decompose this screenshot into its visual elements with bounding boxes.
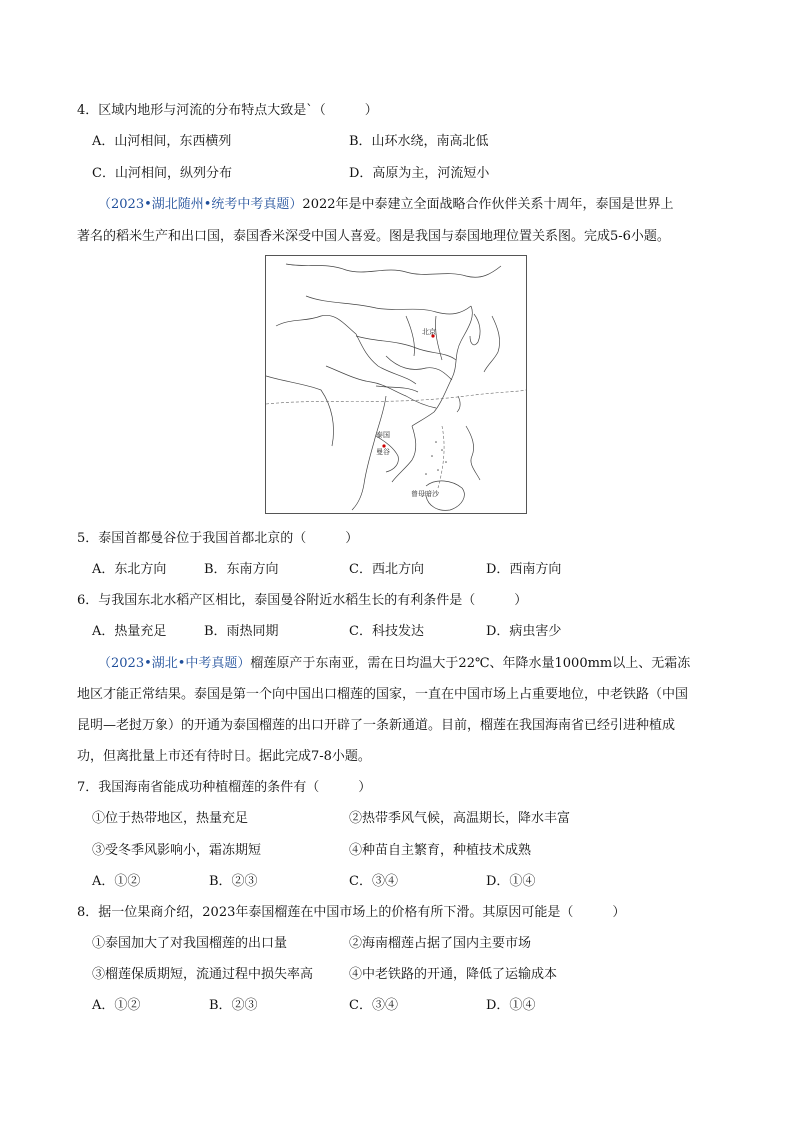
map-border-mongolia [306,296,471,314]
map-province-line-5 [376,386,418,392]
q5-option-a: A．东北方向 [92,562,167,577]
map-island-dot-6 [425,473,427,475]
q4-option-d: D．高原为主，河流短小 [349,166,490,181]
q6-option-b: B．雨热同期 [204,624,279,639]
q8-option-b: B．②③ [209,998,258,1013]
q8-statement-1: ①泰国加大了对我国榴莲的出口量 [92,936,288,951]
q8-option-a: A．①② [92,998,141,1013]
q5-option-d: D．西南方向 [486,562,562,577]
map-label-thailand: 泰国 [376,431,390,439]
q5-stem: 5．泰国首都曼谷位于我国首都北京的（ ） [77,531,359,546]
q4-option-c: C．山河相间，纵列分布 [92,166,232,181]
map-taiwan [457,396,460,412]
map-border-north [286,264,501,277]
map-island-dot-2 [441,449,443,451]
q7-stem: 7．我国海南省能成功种植榴莲的条件有（ ） [77,780,372,795]
q7-statement-4: ④种苗自主繁育，种植技术成熟 [349,843,532,858]
map-island-dot-3 [431,455,433,457]
map-province-line-3 [406,316,415,356]
map-indochina-east [392,426,416,482]
q8-statement-3: ③榴莲保质期短，流通过程中损失率高 [92,967,314,982]
q7-statement-3: ③受冬季风影响小，霜冻期短 [92,843,262,858]
map-label-bangkok: 曼谷 [376,448,390,456]
q4-option-a: A．山河相间，东西横列 [92,134,232,149]
map-label-shoal: 曾母暗沙 [411,490,439,498]
map-border-west [276,315,416,384]
q5-option-c: C．西北方向 [349,562,424,577]
intro1-source: （2023•湖北随州•统考中考真题） [98,197,303,212]
q5-option-b: B．东南方向 [204,562,279,577]
q8-option-c: C．③④ [349,998,398,1013]
map-india [266,376,334,446]
intro1-line1-text: 2022年是中泰建立全面战略合作伙伴关系十周年，泰国是世界上 [302,197,674,212]
q7-option-b: B．②③ [209,874,258,889]
map-island-dot-1 [435,441,437,443]
q8-statement-4: ④中老铁路的开通，降低了运输成本 [349,967,558,982]
intro2-line1 [98,655,690,672]
map-drawing [266,256,526,513]
q7-option-c: C．③④ [349,874,398,889]
q7-option-a: A．①② [92,874,141,889]
q7-option-d: D．①④ [486,874,536,889]
map-label-beijing: 北京 [422,328,436,336]
intro2-line2: 地区才能正常结果。泰国是第一个向中国出口榴莲的国家，一直在中国市场上占重要地位，中老铁路（中国 [77,687,689,702]
map-nine-dash-1 [438,426,444,488]
intro2-line3: 昆明—老挝万象）的开通为泰国榴莲的出口开辟了一条新通道。目前，榴莲在我国海南省已经引进种植成 [77,718,676,733]
map-island-dot-5 [437,469,439,471]
intro2-line4: 功，但离批量上市还有待时日。据此完成7-8小题。 [77,749,371,764]
map-island-dot-4 [445,461,447,463]
map-coast-china [412,306,472,426]
q6-stem: 6．与我国东北水稻产区相比，泰国曼谷附近水稻生长的有利条件是（ ） [77,593,528,608]
q6-option-d: D．病虫害少 [486,624,562,639]
q8-option-d: D．①④ [486,998,536,1013]
q7-statement-2: ②热带季风气候，高温期长，降水丰富 [349,811,571,826]
q4-stem: 4．区域内地形与河流的分布特点大致是`（ ） [77,103,378,118]
q4-option-b: B．山环水绕，南高北低 [349,134,489,149]
q6-option-c: C．科技发达 [349,624,424,639]
china-thailand-location-map [265,255,527,514]
map-tropic-line [266,390,526,404]
map-japan [484,316,500,372]
q6-option-a: A．热量充足 [92,624,167,639]
map-philippines [466,426,480,480]
q8-stem: 8．据一位果商介绍，2023年泰国榴莲在中国市场上的价格有所下滑。其原因可能是（ ） [77,905,626,920]
intro2-source: （2023•湖北•中考真题） [98,656,251,671]
intro1-line2: 著名的稻米生产和出口国，泰国香米深受中国人喜爱。图是我国与泰国地理位置关系图。完成5-6小题。 [77,229,670,244]
intro1-line1 [98,196,674,213]
q7-statement-1: ①位于热带地区，热量充足 [92,811,249,826]
intro2-line1-text: 榴莲原产于东南亚，需在日均温大于22℃、年降水量1000mm以上、无霜冻 [250,656,691,671]
q8-statement-2: ②海南榴莲占据了国内主要市场 [349,936,532,951]
